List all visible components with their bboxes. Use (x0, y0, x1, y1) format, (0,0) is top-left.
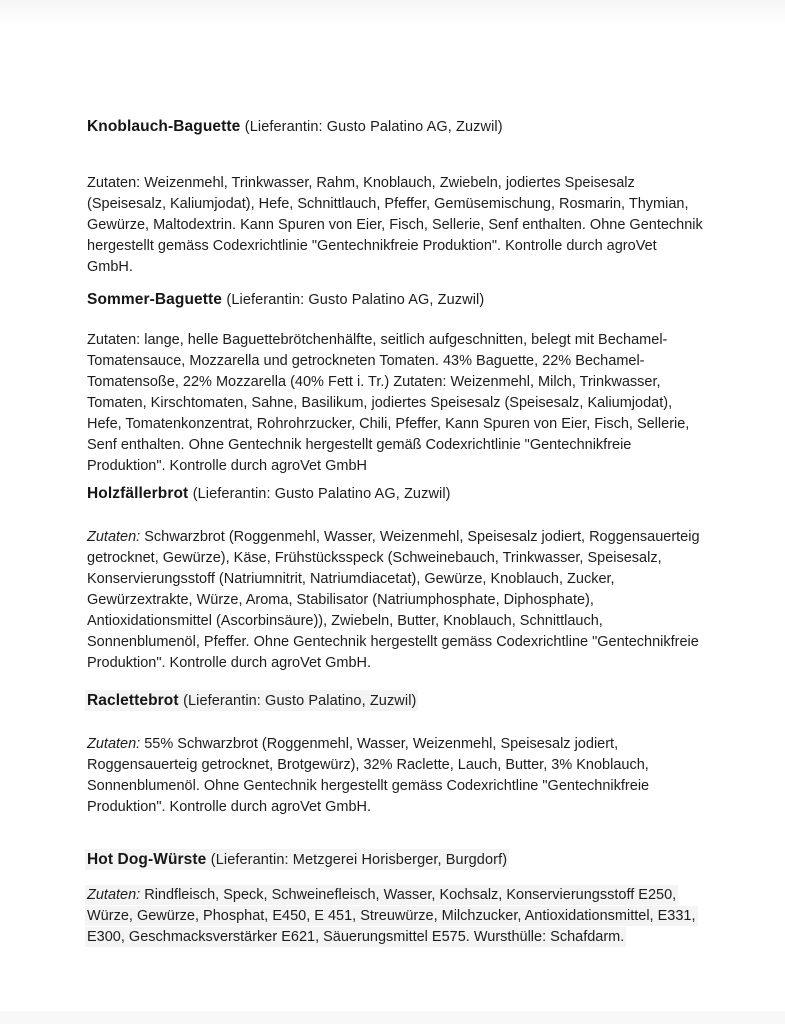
ingredients-paragraph (87, 173, 705, 278)
zutaten-label: Zutaten: (87, 332, 145, 348)
section-holzfaellerbrot (87, 483, 705, 674)
product-heading (87, 690, 705, 712)
section-raclettebrot (87, 690, 705, 818)
product-heading (87, 289, 705, 311)
ingredients-paragraph (87, 885, 705, 948)
zutaten-label: Zutaten: (87, 175, 145, 191)
ingredients-text: Schwarzbrot (Roggenmehl, Wasser, Weizenmehl, Speisesalz jodiert, Roggensauerteig getrocknet, Gewürze), Käse, Frühstücksspeck (Schweinebauch, Trinkwasser, Speisesalz, Konservierungsstoff (Natriumnitrit, Natriumdiacetat), Gewürze, Knoblauch, Zucker, Gewürzextrakte, Würze, Aroma, Stabilisator (Natriumphosphate, Diphosphate), Antioxidationsmittel (Ascorbinsäure)), Zwiebeln, Butter, Knoblauch, Schnittlauch, Sonnenblumenöl, Pfeffer. Ohne Gentechnik hergestellt gemäss Codexrichtline "Gentechnikfreie Produktion". Kontrolle durch agroVet GmbH. (87, 529, 700, 671)
ingredients-text: Weizenmehl, Trinkwasser, Rahm, Knoblauch, Zwiebeln, jodiertes Speisesalz (Speisesalz, Kaliumjodat), Hefe, Schnittlauch, Pfeffer, Gemüsemischung, Rosmarin, Thymian, Gewürze, Maltodextrin. Kann Spuren von Eier, Fisch, Sellerie, Senf enthalten. Ohne Gentechnik hergestellt gemäss Codexrichtlinie "Gentechnikfreie Produktion". Kontrolle durch agroVet GmbH. (87, 175, 703, 275)
supplier-info: (Lieferantin: Metzgerei Horisberger, Burgdorf) (210, 852, 508, 868)
section-hot-dog-wuerste (87, 849, 705, 948)
ingredients-paragraph (87, 734, 705, 818)
ingredients-paragraph (87, 330, 705, 477)
product-name: Sommer-Baguette (87, 291, 222, 308)
ingredients-text: Rindfleisch, Speck, Schweinefleisch, Wasser, Kochsalz, Konservierungsstoff E250, Würze, Gewürze, Phosphat, E450, E 451, Streuwürze, Milchzucker, Antioxidationsmittel, E331, E300, Geschmacksverstärker E621, Säuerungsmittel E575. Wursthülle: Schafdarm. (87, 887, 696, 945)
product-heading (87, 483, 705, 505)
supplier-info: (Lieferantin: Gusto Palatino AG, Zuzwil) (226, 292, 485, 308)
product-heading (87, 849, 705, 871)
page-top-fade (0, 0, 785, 27)
supplier-info: (Lieferantin: Gusto Palatino AG, Zuzwil) (192, 486, 451, 502)
section-sommer-baguette (87, 289, 705, 477)
supplier-info: (Lieferantin: Gusto Palatino AG, Zuzwil) (244, 119, 503, 135)
page-bottom-band (0, 1011, 785, 1024)
zutaten-label: Zutaten: (87, 736, 145, 752)
ingredients-paragraph (87, 527, 705, 674)
product-name: Raclettebrot (87, 692, 179, 709)
product-name: Holzfällerbrot (87, 485, 189, 502)
ingredients-text: 55% Schwarzbrot (Roggenmehl, Wasser, Weizenmehl, Speisesalz jodiert, Roggensauerteig getrocknet, Brotgewürz), 32% Raclette, Lauch, Butter, 3% Knoblauch, Sonnenblumenöl. Ohne Gentechnik hergestellt gemäss Codexrichtline "Gentechnikfreie Produktion". Kontrolle durch agroVet GmbH. (87, 736, 650, 815)
product-name: Hot Dog-Würste (87, 851, 207, 868)
ingredients-text: lange, helle Baguettebrötchenhälfte, seitlich aufgeschnitten, belegt mit Bechamel-Tomatensauce, Mozzarella und getrockneten Tomaten. 43% Baguette, 22% Bechamel-Tomatensoße, 22% Mozzarella (40% Fett i. Tr.) Zutaten: Weizenmehl, Milch, Trinkwasser, Tomaten, Kirschtomaten, Sahne, Basilikum, jodiertes Speisesalz (Speisesalz, Kaliumjodat), Hefe, Tomatenkonzentrat, Rohrohrzucker, Chili, Pfeffer, Kann Spuren von Eier, Fisch, Sellerie, Senf enthalten. Ohne Gentechnik hergestellt gemäß Codexrichtlinie "Gentechnikfreie Produktion". Kontrolle durch agroVet GmbH (87, 332, 690, 474)
product-heading (87, 116, 705, 138)
product-name: Knoblauch-Baguette (87, 118, 241, 135)
section-knoblauch-baguette (87, 116, 705, 278)
zutaten-label: Zutaten: (87, 529, 145, 545)
supplier-info: (Lieferantin: Gusto Palatino, Zuzwil) (183, 693, 417, 709)
zutaten-label: Zutaten: (87, 887, 145, 903)
